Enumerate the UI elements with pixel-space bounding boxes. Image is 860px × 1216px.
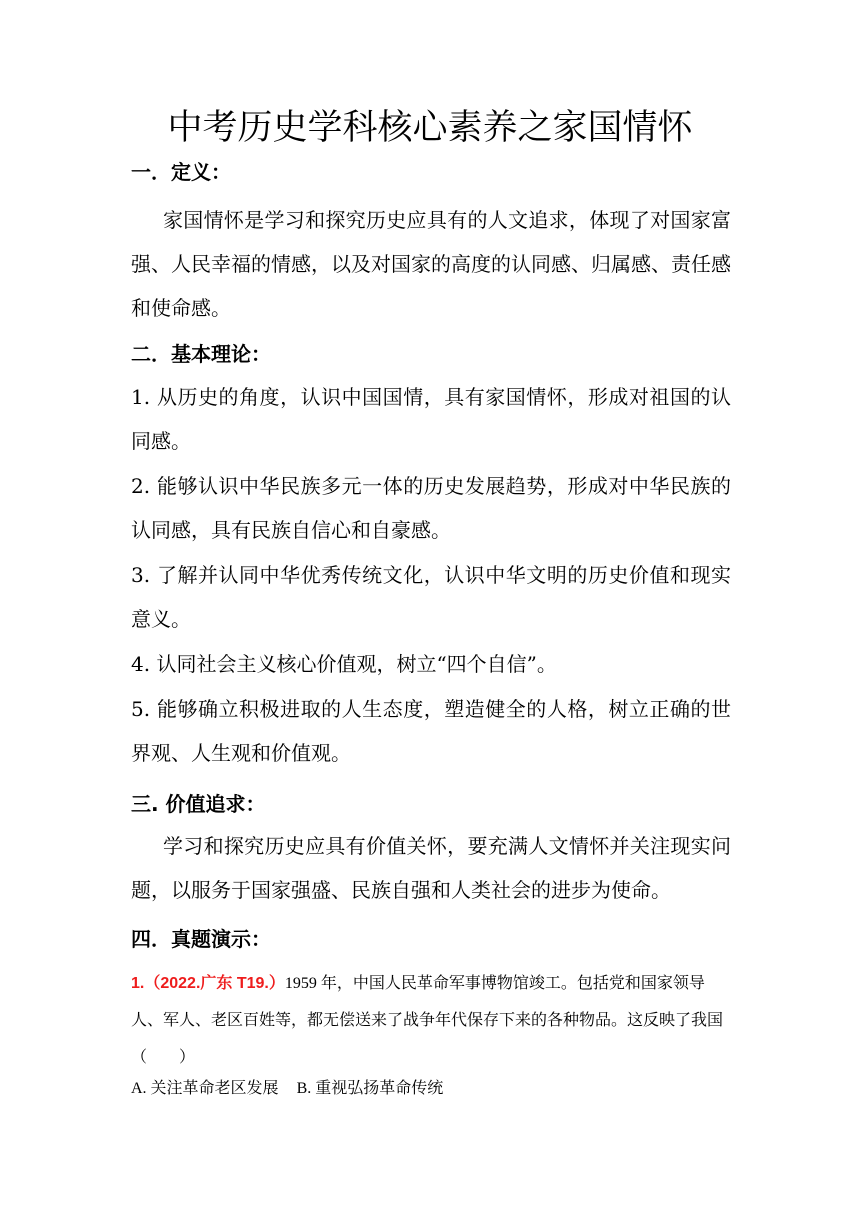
definition-paragraph: 家国情怀是学习和探究历史应具有的人文追求，体现了对国家富强、人民幸福的情感，以及对国家的高度的认同感、归属感、责任感和使命感。 <box>131 208 731 320</box>
question-text: 1959 年，中国人民革命军事博物馆竣工。包括党和国家领导人、军人、老区百姓等，都无偿送来了战争年代保存下来的各种物品。这反映了我国（ ） <box>131 975 724 1066</box>
section-heading-exam: 四．真题演示： <box>131 927 271 951</box>
theory-item-2: 2. 能够认识中华民族多元一体的历史发展趋势，形成对中华民族的认同感，具有民族自信心和自豪感。 <box>131 474 731 542</box>
theory-item-4: 4. 认同社会主义核心价值观，树立“四个自信”。 <box>131 652 557 676</box>
section-heading-value: 三. 价值追求： <box>131 792 266 816</box>
question-source-label: 1.（2022.广东 T19.） <box>131 975 285 992</box>
exam-question-1 <box>131 965 731 1076</box>
theory-item-5: 5. 能够确立积极进取的人生态度，塑造健全的人格，树立正确的世界观、人生观和价值观。 <box>131 697 731 765</box>
theory-item-1: 1. 从历史的角度，认识中国国情，具有家国情怀，形成对祖国的认同感。 <box>131 385 731 453</box>
section-heading-theory: 二．基本理论： <box>131 342 271 366</box>
option-a: A. 关注革命老区发展 <box>131 1080 279 1097</box>
option-b: B. 重视弘扬革命传统 <box>296 1080 444 1097</box>
document-title: 中考历史学科核心素养之家国情怀 <box>167 108 693 148</box>
options-row <box>131 1077 457 1101</box>
theory-item-3: 3. 了解并认同中华优秀传统文化，认识中华文明的历史价值和现实意义。 <box>131 563 731 631</box>
section-heading-definition: 一．定义： <box>131 160 231 184</box>
value-paragraph: 学习和探究历史应具有价值关怀，要充满人文情怀并关注现实问题，以服务于国家强盛、民族自强和人类社会的进步为使命。 <box>131 834 731 902</box>
